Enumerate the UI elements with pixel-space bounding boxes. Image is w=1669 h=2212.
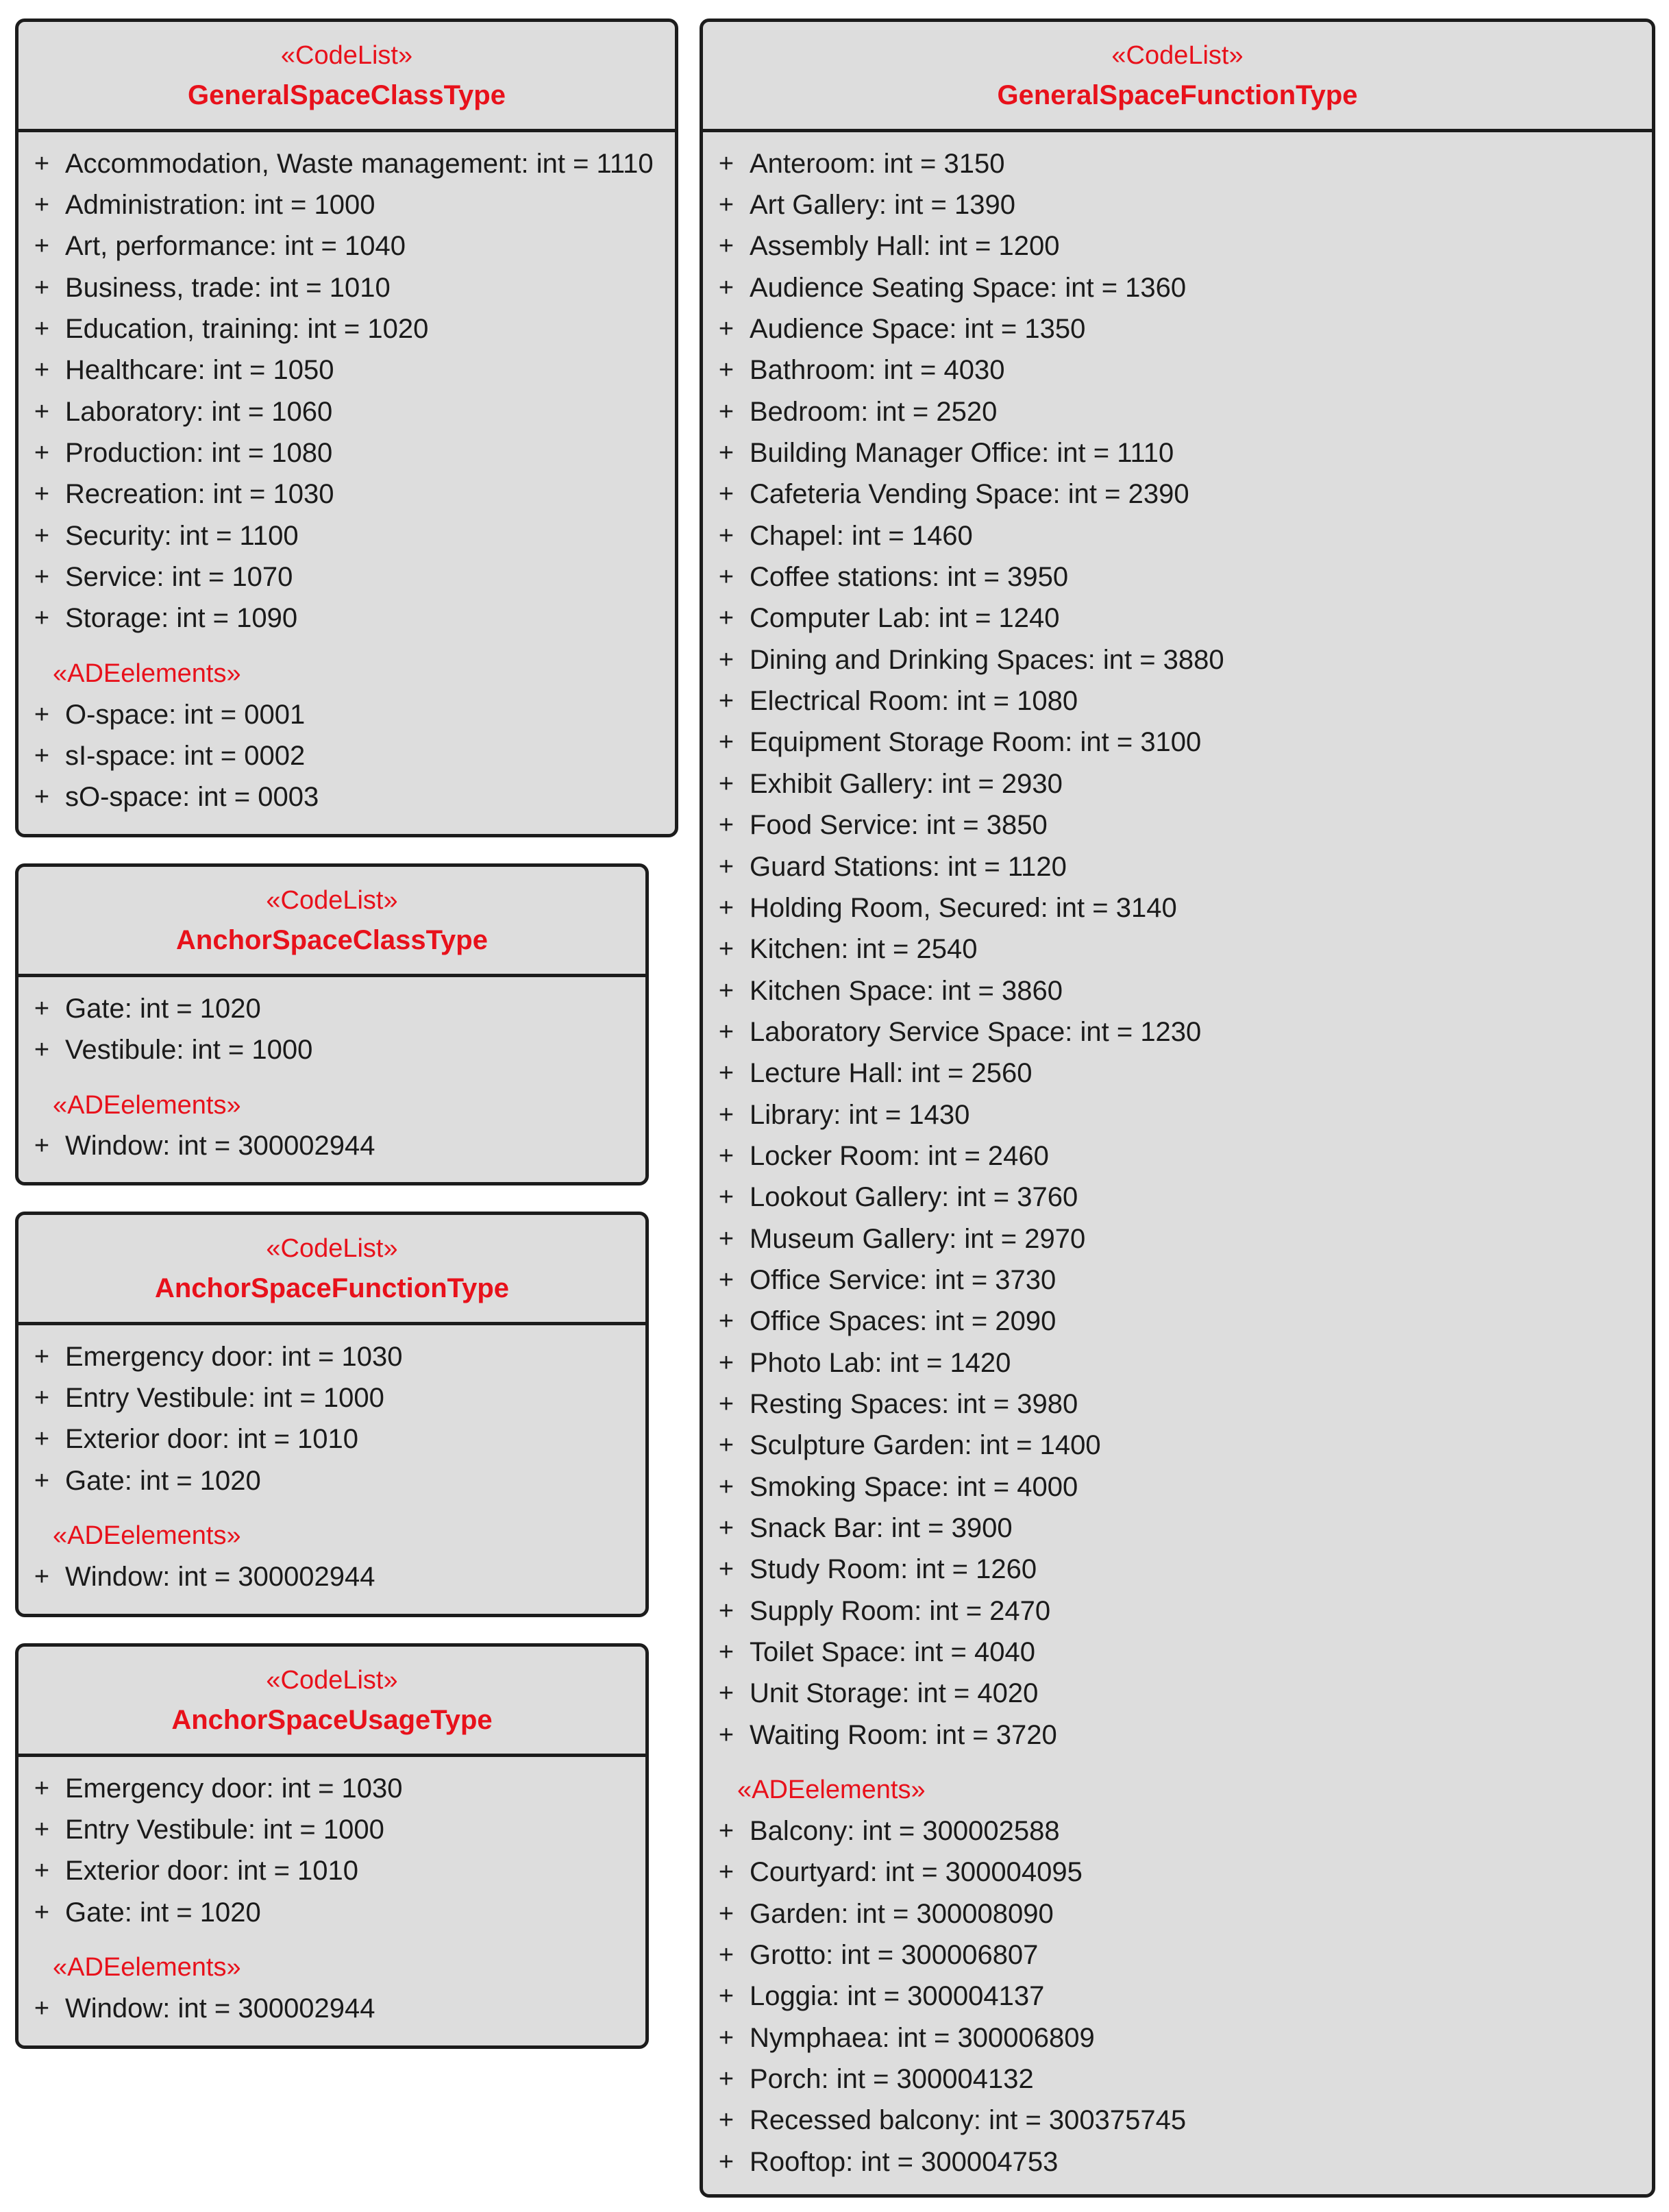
attribute-text: Coffee stations: int = 3950 — [750, 562, 1069, 593]
attribute-text: Electrical Room: int = 1080 — [750, 686, 1078, 717]
ade-attribute-row — [703, 2141, 1652, 2183]
attribute-text: Holding Room, Secured: int = 3140 — [750, 892, 1177, 923]
codelist-general-space-class-type[interactable] — [15, 19, 678, 837]
attribute-text: Entry Vestibule: int = 1000 — [65, 1815, 384, 1845]
attribute-text: Accommodation, Waste management: int = 1110 — [65, 148, 654, 179]
attribute-row — [18, 267, 675, 308]
attribute-text: Exterior door: int = 1010 — [65, 1856, 359, 1887]
attribute-row — [18, 1809, 645, 1850]
attribute-row — [18, 391, 675, 432]
stereotype-label: «CodeList» — [266, 1234, 398, 1263]
public-visibility-icon: + — [718, 1389, 734, 1418]
attribute-text: Storage: int = 1090 — [65, 603, 298, 634]
public-visibility-icon: + — [718, 315, 734, 344]
ade-attribute-row — [703, 2017, 1652, 2059]
attribute-text: Guard Stations: int = 1120 — [750, 851, 1067, 882]
attribute-text: Window: int = 300002944 — [65, 1562, 375, 1593]
public-visibility-icon: + — [718, 1858, 734, 1887]
public-visibility-icon: + — [34, 1342, 50, 1371]
attribute-row — [703, 1053, 1652, 1094]
public-visibility-icon: + — [34, 232, 50, 261]
public-visibility-icon: + — [718, 397, 734, 426]
attribute-text: Vestibule: int = 1000 — [65, 1035, 313, 1066]
attribute-text: Lookout Gallery: int = 3760 — [750, 1182, 1078, 1213]
public-visibility-icon: + — [34, 1425, 50, 1454]
public-visibility-icon: + — [718, 2106, 734, 2135]
public-visibility-icon: + — [34, 1384, 50, 1413]
public-visibility-icon: + — [718, 1638, 734, 1667]
attribute-row — [703, 1508, 1652, 1549]
public-visibility-icon: + — [34, 1773, 50, 1803]
attribute-text: Smoking Space: int = 4000 — [750, 1471, 1078, 1502]
attribute-row — [703, 1259, 1652, 1301]
public-visibility-icon: + — [34, 480, 50, 509]
attribute-text: Courtyard: int = 300004095 — [750, 1857, 1083, 1888]
public-visibility-icon: + — [34, 994, 50, 1023]
public-visibility-icon: + — [718, 893, 734, 922]
attribute-row — [18, 515, 675, 556]
public-visibility-icon: + — [34, 191, 50, 220]
ade-attribute-row — [703, 1852, 1652, 1893]
ade-elements-section-label: «ADEelements» — [53, 659, 241, 689]
attribute-row — [703, 143, 1652, 184]
stereotype-label: «CodeList» — [266, 1666, 398, 1695]
attribute-text: Library: int = 1430 — [750, 1099, 970, 1130]
public-visibility-icon: + — [718, 1307, 734, 1336]
attribute-text: Grotto: int = 300006807 — [750, 1940, 1039, 1971]
attribute-row — [18, 556, 675, 598]
class-name: GeneralSpaceClassType — [188, 80, 506, 110]
stereotype-label: «CodeList» — [266, 886, 398, 915]
attribute-text: Gate: int = 1020 — [65, 1465, 261, 1496]
class-header — [18, 1647, 645, 1757]
attribute-text: Toilet Space: int = 4040 — [750, 1637, 1035, 1668]
public-visibility-icon: + — [718, 1596, 734, 1625]
attribute-text: Resting Spaces: int = 3980 — [750, 1388, 1078, 1419]
ade-elements-section-label: «ADEelements» — [53, 1090, 241, 1120]
public-visibility-icon: + — [34, 397, 50, 426]
public-visibility-icon: + — [718, 439, 734, 468]
codelist-general-space-function-type[interactable] — [700, 19, 1655, 2198]
attribute-text: Service: int = 1070 — [65, 562, 293, 593]
attribute-row — [703, 350, 1652, 391]
attribute-row — [18, 1460, 645, 1501]
attribute-row — [703, 391, 1652, 432]
attribute-row — [18, 1851, 645, 1892]
attribute-text: Window: int = 300002944 — [65, 1131, 375, 1162]
attribute-text: Art Gallery: int = 1390 — [750, 190, 1015, 221]
attribute-text: Emergency door: int = 1030 — [65, 1773, 403, 1804]
attribute-row — [18, 143, 675, 184]
attribute-text: Gate: int = 1020 — [65, 1897, 261, 1928]
attribute-text: Gate: int = 1020 — [65, 993, 261, 1024]
class-header — [18, 867, 645, 977]
public-visibility-icon: + — [34, 1131, 50, 1161]
public-visibility-icon: + — [718, 2147, 734, 2176]
attribute-text: Chapel: int = 1460 — [750, 520, 973, 551]
attribute-text: Museum Gallery: int = 2970 — [750, 1223, 1086, 1254]
attribute-text: Porch: int = 300004132 — [750, 2064, 1034, 2095]
public-visibility-icon: + — [718, 935, 734, 964]
attribute-text: Balcony: int = 300002588 — [750, 1816, 1060, 1847]
attribute-text: Office Service: int = 3730 — [750, 1264, 1056, 1295]
public-visibility-icon: + — [718, 1141, 734, 1170]
attribute-text: Cafeteria Vending Space: int = 2390 — [750, 479, 1189, 510]
attribute-row — [703, 308, 1652, 349]
attribute-row — [703, 1549, 1652, 1590]
public-visibility-icon: + — [34, 356, 50, 385]
public-visibility-icon: + — [718, 1817, 734, 1846]
attribute-row — [703, 1715, 1652, 1756]
attribute-text: Nymphaea: int = 300006809 — [750, 2022, 1095, 2053]
public-visibility-icon: + — [718, 1899, 734, 1928]
codelist-anchor-space-usage-type[interactable] — [15, 1643, 649, 2049]
ade-attribute-row — [703, 2100, 1652, 2141]
public-visibility-icon: + — [718, 1431, 734, 1460]
attribute-text: Study Room: int = 1260 — [750, 1554, 1037, 1585]
attribute-text: Rooftop: int = 300004753 — [750, 2146, 1059, 2177]
attribute-row — [18, 432, 675, 474]
attribute-row — [703, 763, 1652, 804]
attribute-text: Food Service: int = 3850 — [750, 810, 1048, 841]
attribute-text: Sculpture Garden: int = 1400 — [750, 1430, 1101, 1461]
attribute-text: Recessed balcony: int = 300375745 — [750, 2105, 1187, 2136]
attribute-text: Unit Storage: int = 4020 — [750, 1678, 1039, 1709]
attribute-row — [703, 556, 1652, 598]
attribute-list — [18, 977, 645, 1167]
attribute-text: Entry Vestibule: int = 1000 — [65, 1383, 384, 1414]
public-visibility-icon: + — [34, 604, 50, 633]
attribute-row — [703, 432, 1652, 474]
attribute-row — [18, 1419, 645, 1460]
public-visibility-icon: + — [718, 2065, 734, 2094]
public-visibility-icon: + — [718, 1514, 734, 1543]
attribute-row — [703, 1177, 1652, 1218]
attribute-row — [703, 1218, 1652, 1259]
public-visibility-icon: + — [718, 1265, 734, 1294]
attribute-row — [703, 267, 1652, 308]
public-visibility-icon: + — [718, 1100, 734, 1129]
attribute-text: Bedroom: int = 2520 — [750, 396, 998, 427]
public-visibility-icon: + — [718, 852, 734, 881]
public-visibility-icon: + — [718, 1982, 734, 2011]
attribute-row — [703, 722, 1652, 763]
ade-attribute-row — [18, 735, 675, 776]
attribute-text: Healthcare: int = 1050 — [65, 355, 334, 386]
attribute-text: sO-space: int = 0003 — [65, 782, 319, 813]
attribute-row — [703, 598, 1652, 639]
attribute-text: Locker Room: int = 2460 — [750, 1140, 1049, 1171]
public-visibility-icon: + — [718, 1472, 734, 1501]
public-visibility-icon: + — [34, 1562, 50, 1592]
attribute-text: Waiting Room: int = 3720 — [750, 1719, 1057, 1750]
public-visibility-icon: + — [34, 783, 50, 812]
attribute-text: Anteroom: int = 3150 — [750, 148, 1005, 179]
codelist-anchor-space-function-type[interactable] — [15, 1212, 649, 1617]
public-visibility-icon: + — [34, 1897, 50, 1927]
attribute-row — [18, 988, 645, 1029]
attribute-row — [703, 1011, 1652, 1053]
attribute-text: Security: int = 1100 — [65, 520, 299, 551]
attribute-text: Kitchen: int = 2540 — [750, 934, 978, 965]
attribute-text: Art, performance: int = 1040 — [65, 231, 406, 262]
attribute-text: Production: int = 1080 — [65, 438, 333, 469]
attribute-row — [703, 1632, 1652, 1673]
attribute-row — [703, 805, 1652, 846]
public-visibility-icon: + — [718, 191, 734, 220]
attribute-text: Office Spaces: int = 2090 — [750, 1306, 1056, 1337]
attribute-row — [18, 1029, 645, 1070]
public-visibility-icon: + — [34, 273, 50, 302]
attribute-row — [703, 1342, 1652, 1384]
public-visibility-icon: + — [34, 700, 50, 729]
public-visibility-icon: + — [718, 1720, 734, 1749]
attribute-row — [703, 474, 1652, 515]
attribute-list — [703, 132, 1652, 2183]
ade-attribute-row — [703, 2059, 1652, 2100]
attribute-text: Dining and Drinking Spaces: int = 3880 — [750, 644, 1224, 675]
attribute-text: O-space: int = 0001 — [65, 699, 306, 730]
public-visibility-icon: + — [718, 273, 734, 302]
class-name: GeneralSpaceFunctionType — [997, 80, 1358, 110]
public-visibility-icon: + — [718, 2023, 734, 2052]
attribute-row — [18, 350, 675, 391]
public-visibility-icon: + — [718, 687, 734, 716]
attribute-row — [703, 887, 1652, 929]
ade-attribute-row — [18, 1126, 645, 1167]
public-visibility-icon: + — [718, 563, 734, 592]
attribute-row — [18, 184, 675, 225]
attribute-text: Exhibit Gallery: int = 2930 — [750, 768, 1063, 799]
public-visibility-icon: + — [718, 356, 734, 385]
public-visibility-icon: + — [718, 1941, 734, 1970]
attribute-row — [703, 970, 1652, 1011]
ade-elements-section-label: «ADEelements» — [737, 1775, 926, 1805]
attribute-row — [703, 1590, 1652, 1632]
class-header — [703, 22, 1652, 132]
ade-attribute-row — [703, 1893, 1652, 1934]
public-visibility-icon: + — [718, 811, 734, 840]
codelist-anchor-space-class-type[interactable] — [15, 863, 649, 1185]
attribute-text: Assembly Hall: int = 1200 — [750, 231, 1060, 262]
attribute-text: Loggia: int = 300004137 — [750, 1981, 1045, 2012]
public-visibility-icon: + — [34, 1035, 50, 1065]
attribute-list — [18, 1757, 645, 2030]
attribute-text: Lecture Hall: int = 2560 — [750, 1058, 1033, 1089]
attribute-row — [18, 598, 675, 639]
attribute-row — [703, 846, 1652, 887]
attribute-row — [703, 1466, 1652, 1508]
attribute-text: Exterior door: int = 1010 — [65, 1424, 359, 1455]
public-visibility-icon: + — [718, 1059, 734, 1088]
attribute-row — [18, 226, 675, 267]
class-header — [18, 1215, 645, 1325]
attribute-text: Building Manager Office: int = 1110 — [750, 438, 1174, 469]
public-visibility-icon: + — [718, 1224, 734, 1253]
stereotype-label: «CodeList» — [1111, 41, 1244, 70]
public-visibility-icon: + — [718, 1679, 734, 1708]
attribute-row — [703, 184, 1652, 225]
public-visibility-icon: + — [34, 149, 50, 178]
attribute-row — [18, 1892, 645, 1933]
public-visibility-icon: + — [718, 728, 734, 757]
attribute-text: Photo Lab: int = 1420 — [750, 1347, 1011, 1378]
attribute-text: Bathroom: int = 4030 — [750, 355, 1005, 386]
attribute-row — [703, 1425, 1652, 1466]
attribute-text: Laboratory Service Space: int = 1230 — [750, 1016, 1202, 1047]
attribute-list — [18, 1325, 645, 1598]
attribute-text: Administration: int = 1000 — [65, 190, 375, 221]
public-visibility-icon: + — [34, 1994, 50, 2024]
class-name: AnchorSpaceFunctionType — [154, 1273, 510, 1303]
attribute-row — [703, 1384, 1652, 1425]
public-visibility-icon: + — [34, 1856, 50, 1886]
attribute-text: Emergency door: int = 1030 — [65, 1341, 403, 1372]
public-visibility-icon: + — [718, 1017, 734, 1046]
ade-attribute-row — [18, 1556, 645, 1597]
attribute-text: Equipment Storage Room: int = 3100 — [750, 727, 1202, 758]
attribute-row — [18, 308, 675, 349]
attribute-row — [18, 1768, 645, 1809]
attribute-text: Computer Lab: int = 1240 — [750, 603, 1060, 634]
public-visibility-icon: + — [718, 232, 734, 261]
public-visibility-icon: + — [718, 1555, 734, 1584]
attribute-row — [18, 1336, 645, 1377]
ade-attribute-row — [18, 694, 675, 735]
attribute-row — [703, 1673, 1652, 1715]
class-name: AnchorSpaceClassType — [176, 925, 488, 955]
public-visibility-icon: + — [718, 645, 734, 674]
attribute-row — [703, 639, 1652, 680]
public-visibility-icon: + — [718, 149, 734, 178]
public-visibility-icon: + — [718, 604, 734, 633]
attribute-text: Business, trade: int = 1010 — [65, 272, 391, 303]
attribute-text: Snack Bar: int = 3900 — [750, 1513, 1013, 1544]
public-visibility-icon: + — [34, 563, 50, 592]
attribute-text: Education, training: int = 1020 — [65, 314, 429, 345]
class-name: AnchorSpaceUsageType — [171, 1705, 493, 1735]
attribute-text: Window: int = 300002944 — [65, 1993, 375, 2024]
attribute-list — [18, 132, 675, 818]
public-visibility-icon: + — [34, 741, 50, 771]
ade-attribute-row — [703, 1810, 1652, 1852]
attribute-row — [18, 474, 675, 515]
public-visibility-icon: + — [34, 439, 50, 468]
stereotype-label: «CodeList» — [280, 41, 413, 70]
attribute-row — [703, 680, 1652, 722]
public-visibility-icon: + — [718, 1183, 734, 1212]
attribute-text: Recreation: int = 1030 — [65, 479, 334, 510]
attribute-text: Kitchen Space: int = 3860 — [750, 975, 1063, 1006]
attribute-text: Garden: int = 300008090 — [750, 1898, 1054, 1929]
attribute-row — [703, 1094, 1652, 1135]
class-header — [18, 22, 675, 132]
public-visibility-icon: + — [34, 1815, 50, 1845]
attribute-row — [18, 1377, 645, 1418]
ade-attribute-row — [703, 1976, 1652, 2017]
public-visibility-icon: + — [718, 769, 734, 798]
public-visibility-icon: + — [718, 976, 734, 1005]
public-visibility-icon: + — [34, 315, 50, 344]
attribute-row — [703, 515, 1652, 556]
attribute-text: Audience Seating Space: int = 1360 — [750, 272, 1187, 303]
attribute-row — [703, 226, 1652, 267]
public-visibility-icon: + — [34, 521, 50, 550]
attribute-row — [703, 1135, 1652, 1177]
ade-elements-section-label: «ADEelements» — [53, 1521, 241, 1551]
ade-attribute-row — [18, 1988, 645, 2029]
attribute-text: sI-space: int = 0002 — [65, 741, 306, 772]
public-visibility-icon: + — [718, 480, 734, 509]
public-visibility-icon: + — [718, 521, 734, 550]
attribute-row — [703, 1301, 1652, 1342]
ade-attribute-row — [703, 1934, 1652, 1976]
ade-elements-section-label: «ADEelements» — [53, 1953, 241, 1982]
public-visibility-icon: + — [718, 1348, 734, 1377]
public-visibility-icon: + — [34, 1466, 50, 1495]
attribute-row — [703, 929, 1652, 970]
attribute-text: Laboratory: int = 1060 — [65, 396, 333, 427]
ade-attribute-row — [18, 777, 675, 818]
attribute-text: Audience Space: int = 1350 — [750, 314, 1086, 345]
attribute-text: Supply Room: int = 2470 — [750, 1595, 1051, 1626]
